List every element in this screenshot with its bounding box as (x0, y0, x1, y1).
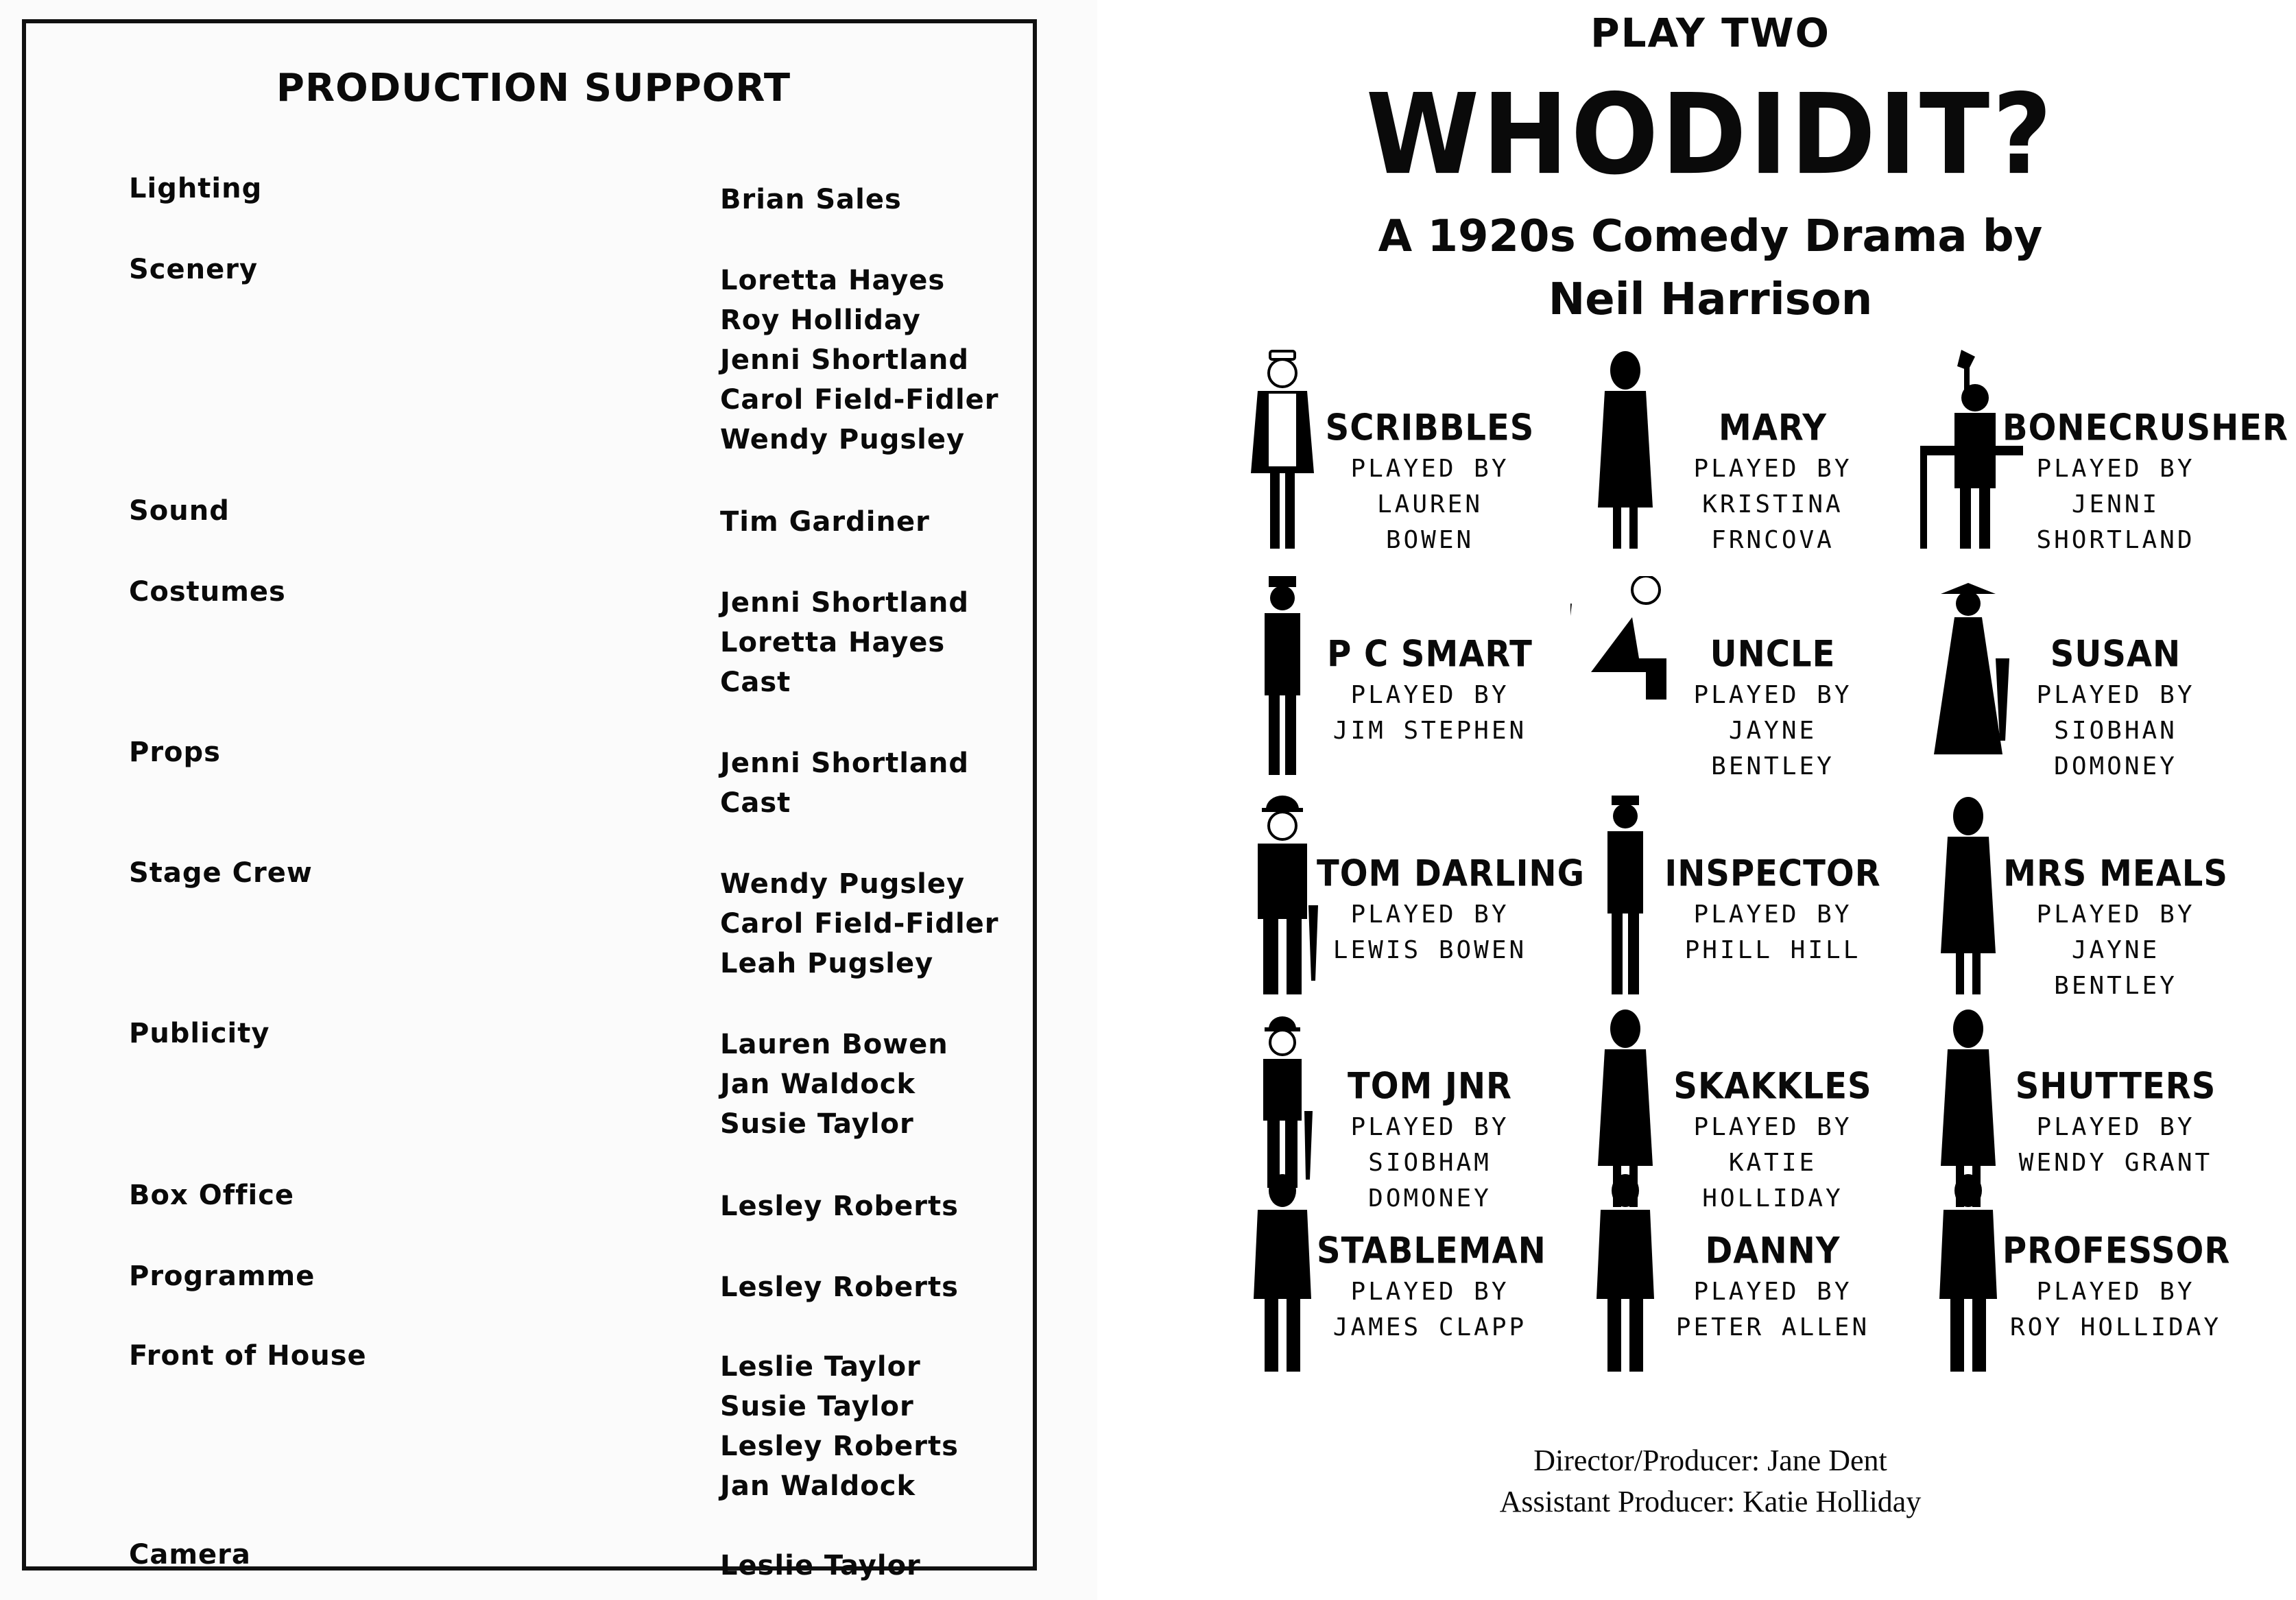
crew-name: Susie Taylor (720, 1391, 914, 1422)
actor-name: WENDY GRANT (2018, 1149, 2213, 1177)
role-label: Publicity (129, 1018, 270, 1049)
cast-member-susan (1913, 576, 2270, 782)
character-name: MRS MEALS (2003, 852, 2228, 895)
cast-member-pc-smart (1228, 576, 1584, 782)
role-names (720, 1025, 948, 1144)
cast-text (1317, 852, 1585, 968)
role-label: Camera (129, 1539, 251, 1571)
play-title: WHODIDIT? (1365, 71, 2055, 200)
actor-name: JIM STEPHEN (1332, 717, 1527, 745)
actor-name: PHILL HILL (1684, 936, 1861, 964)
actor-name: ROY HOLLIDAY (2009, 1313, 2222, 1341)
crew-name: Jenni Shortland (720, 748, 970, 779)
character-name: UNCLE (1710, 633, 1836, 676)
crew-name: Lesley Roberts (720, 1191, 959, 1222)
role-names (720, 743, 969, 823)
cast-text (2002, 852, 2229, 1004)
role-names (720, 502, 930, 542)
play-author: Neil Harrison (1548, 274, 1873, 325)
cast-member-danny (1570, 1173, 1927, 1378)
cast-text (2002, 635, 2229, 785)
cast-grid (1228, 350, 2296, 1406)
cast-text (2002, 1067, 2229, 1181)
role-names (720, 1347, 959, 1506)
actor-name: PETER ALLEN (1675, 1313, 1870, 1341)
role-names (720, 180, 902, 219)
role-names (720, 1267, 959, 1307)
played-by-label: PLAYED BY (2036, 455, 2195, 483)
production-support-page (0, 0, 1097, 1600)
actor-name: LEWIS BOWEN (1332, 936, 1527, 964)
actor-name: SHORTLAND (2036, 526, 2195, 554)
character-name: SUSAN (2050, 633, 2181, 676)
crew-name: Leah Pugsley (720, 948, 934, 979)
role-label: Box Office (129, 1180, 295, 1211)
cast-text (1660, 852, 1886, 968)
crew-name: Loretta Hayes (720, 265, 946, 296)
played-by-label: PLAYED BY (1693, 1113, 1852, 1141)
crew-name: Loretta Hayes (720, 627, 946, 658)
played-by-label: PLAYED BY (2036, 1278, 2195, 1306)
character-name: TOM JNR (1347, 1065, 1512, 1108)
cast-member-stableman (1228, 1173, 1584, 1378)
role-list (26, 23, 1041, 1581)
cast-member-tom-darling (1228, 796, 1584, 1001)
crew-name: Susie Taylor (720, 1108, 914, 1140)
actor-name: FRNCOVA (1711, 526, 1834, 554)
crew-name: Leslie Taylor (720, 1351, 921, 1383)
play-two-page (1125, 0, 2296, 1600)
character-name: P C SMART (1327, 633, 1533, 676)
cast-text (2002, 1232, 2229, 1346)
character-name: BONECRUSHER (2002, 407, 2289, 449)
actor-name: SIOBHAM (1368, 1149, 1492, 1177)
crew-name: Lesley Roberts (720, 1431, 959, 1462)
crew-name: Jan Waldock (720, 1470, 916, 1502)
character-name: SCRIBBLES (1325, 407, 1535, 449)
actor-name: DOMONEY (1368, 1184, 1492, 1213)
cast-text (1660, 1232, 1886, 1346)
crew-name: Wendy Pugsley (720, 868, 966, 900)
role-label: Props (129, 737, 221, 768)
cast-member-mrs-meals (1913, 796, 2270, 1001)
character-name: PROFESSOR (2002, 1230, 2231, 1272)
character-name: INSPECTOR (1664, 852, 1881, 895)
director-credit: Director/Producer: Jane Dent (1533, 1444, 1887, 1477)
actor-name: JAYNE (1728, 717, 1817, 745)
crew-name: Cast (720, 667, 791, 698)
crew-name: Lauren Bowen (720, 1029, 948, 1060)
actor-name: JENNI (2071, 490, 2160, 518)
actor-name: KRISTINA (1702, 490, 1843, 518)
played-by-label: PLAYED BY (2036, 1113, 2195, 1141)
crew-name: Leslie Taylor (720, 1550, 921, 1581)
role-names (720, 864, 999, 983)
role-names (720, 1186, 959, 1226)
cast-member-scribbles (1228, 350, 1584, 556)
play-subtitle: A 1920s Comedy Drama by (1378, 211, 2043, 262)
crew-name: Wendy Pugsley (720, 424, 966, 455)
actor-name: JAYNE BENTLEY (2054, 936, 2177, 1000)
played-by-label: PLAYED BY (1350, 455, 1509, 483)
crew-name: Roy Holliday (720, 305, 921, 336)
played-by-label: PLAYED BY (1350, 1113, 1509, 1141)
played-by-label: PLAYED BY (2036, 900, 2195, 929)
role-label: Front of House (129, 1340, 367, 1372)
role-label: Sound (129, 495, 230, 527)
actor-name: DOMONEY (2054, 752, 2177, 780)
character-name: TOM DARLING (1317, 852, 1585, 895)
crew-name: Lesley Roberts (720, 1271, 959, 1303)
character-name: DANNY (1705, 1230, 1841, 1272)
role-label: Lighting (129, 173, 263, 204)
cast-member-bonecrusher (1913, 350, 2289, 556)
crew-name: Carol Field-Fidler (720, 384, 999, 416)
cast-text (2002, 407, 2289, 558)
crew-name: Brian Sales (720, 184, 902, 215)
cast-text (1660, 409, 1886, 558)
actor-name: SIOBHAN (2054, 717, 2177, 745)
actor-name: BENTLEY (1711, 752, 1834, 780)
role-label: Costumes (129, 576, 286, 608)
played-by-label: PLAYED BY (1693, 681, 1852, 709)
role-names (720, 583, 969, 702)
crew-name: Jenni Shortland (720, 344, 970, 376)
crew-name: Tim Gardiner (720, 506, 930, 538)
cast-member-mary (1570, 350, 1927, 556)
character-name: MARY (1718, 407, 1827, 449)
crew-name: Carol Field-Fidler (720, 908, 999, 940)
production-support-title: PRODUCTION SUPPORT (276, 66, 791, 110)
actor-name: JAMES CLAPP (1332, 1313, 1527, 1341)
cast-text (1317, 409, 1543, 558)
role-names (720, 261, 999, 459)
role-label: Programme (129, 1261, 315, 1292)
cast-text (1317, 1230, 1546, 1346)
played-by-label: PLAYED BY (1693, 900, 1852, 929)
character-name: STABLEMAN (1317, 1230, 1546, 1272)
character-name: SKAKKLES (1673, 1065, 1872, 1108)
played-by-label: PLAYED BY (2036, 681, 2195, 709)
cast-member-uncle (1570, 576, 1927, 782)
actor-name: KATIE (1728, 1149, 1817, 1177)
crew-name: Jan Waldock (720, 1068, 916, 1100)
cast-text (1660, 635, 1886, 785)
actor-name: HOLLIDAY (1702, 1184, 1843, 1213)
role-label: Scenery (129, 254, 259, 285)
actor-name: LAUREN (1376, 490, 1483, 518)
cast-member-inspector (1570, 796, 1927, 1001)
role-names (720, 1546, 921, 1586)
crew-name: Cast (720, 787, 791, 819)
production-support-box (22, 19, 1037, 1581)
actor-name: BOWEN (1385, 526, 1474, 554)
production-credits (1125, 1440, 2296, 1523)
played-by-label: PLAYED BY (1693, 1278, 1852, 1306)
character-name: SHUTTERS (2015, 1065, 2216, 1108)
cast-member-professor (1913, 1173, 2270, 1378)
played-by-label: PLAYED BY (1350, 681, 1509, 709)
played-by-label: PLAYED BY (1693, 455, 1852, 483)
crew-name: Jenni Shortland (720, 587, 970, 619)
played-by-label: PLAYED BY (1350, 900, 1509, 929)
play-label: PLAY TWO (1590, 10, 1830, 56)
role-label: Stage Crew (129, 857, 313, 889)
assistant-producer-credit: Assistant Producer: Katie Holliday (1499, 1485, 1922, 1518)
played-by-label: PLAYED BY (1350, 1278, 1509, 1306)
cast-text (1317, 635, 1543, 749)
